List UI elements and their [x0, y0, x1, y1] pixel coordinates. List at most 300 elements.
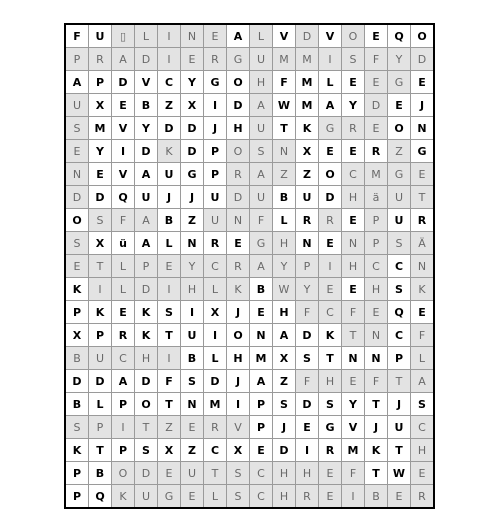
grid-cell[interactable]: U — [250, 186, 273, 209]
grid-cell[interactable]: U — [158, 163, 181, 186]
grid-cell[interactable]: A — [250, 370, 273, 393]
grid-cell[interactable]: A — [273, 324, 296, 347]
grid-cell[interactable]: L — [204, 278, 227, 301]
grid-cell[interactable]: S — [227, 462, 250, 485]
grid-cell[interactable]: B — [250, 278, 273, 301]
grid-cell[interactable]: P — [89, 416, 112, 439]
grid-cell[interactable]: J — [411, 94, 435, 117]
grid-cell[interactable]: U — [181, 324, 204, 347]
grid-cell[interactable]: J — [158, 186, 181, 209]
grid-cell[interactable]: U — [250, 48, 273, 71]
grid-cell[interactable]: O — [65, 209, 89, 232]
grid-cell[interactable]: I — [112, 416, 135, 439]
grid-cell[interactable]: O — [227, 324, 250, 347]
grid-cell[interactable]: E — [89, 163, 112, 186]
grid-cell[interactable]: Q — [388, 24, 411, 48]
grid-cell[interactable]: ä — [365, 186, 388, 209]
grid-cell[interactable]: I — [158, 48, 181, 71]
grid-cell[interactable]: E — [250, 301, 273, 324]
grid-cell[interactable]: N — [411, 117, 435, 140]
grid-cell[interactable]: N — [296, 232, 319, 255]
grid-cell[interactable]: I — [158, 347, 181, 370]
grid-cell[interactable]: A — [112, 48, 135, 71]
grid-cell[interactable]: V — [112, 117, 135, 140]
grid-cell[interactable]: B — [135, 94, 158, 117]
grid-cell[interactable]: N — [65, 163, 89, 186]
grid-cell[interactable]: D — [135, 278, 158, 301]
grid-cell[interactable]: D — [158, 117, 181, 140]
grid-cell[interactable]: R — [227, 163, 250, 186]
grid-cell[interactable]: D — [65, 370, 89, 393]
grid-cell[interactable]: R — [296, 485, 319, 509]
grid-cell[interactable]: X — [296, 140, 319, 163]
grid-cell[interactable]: T — [273, 117, 296, 140]
grid-cell[interactable]: D — [89, 186, 112, 209]
grid-cell[interactable]: I — [296, 439, 319, 462]
grid-cell[interactable]: F — [65, 24, 89, 48]
grid-cell[interactable]: T — [365, 462, 388, 485]
grid-cell[interactable]: E — [411, 301, 435, 324]
grid-cell[interactable]: D — [204, 370, 227, 393]
grid-cell[interactable]: D — [296, 24, 319, 48]
grid-cell[interactable]: E — [65, 255, 89, 278]
grid-cell[interactable]: S — [250, 140, 273, 163]
grid-cell[interactable]: E — [319, 140, 342, 163]
grid-cell[interactable]: X — [204, 301, 227, 324]
grid-cell[interactable]: O — [319, 163, 342, 186]
grid-cell[interactable]: I — [319, 48, 342, 71]
grid-cell[interactable]: P — [296, 255, 319, 278]
grid-cell[interactable]: X — [273, 347, 296, 370]
grid-cell[interactable]: M — [296, 48, 319, 71]
grid-cell[interactable]: T — [158, 324, 181, 347]
grid-cell[interactable]: H — [135, 347, 158, 370]
grid-cell[interactable]: C — [342, 163, 365, 186]
grid-cell[interactable]: B — [65, 393, 89, 416]
grid-cell[interactable]: J — [181, 186, 204, 209]
grid-cell[interactable]: U — [250, 117, 273, 140]
grid-cell[interactable]: D — [65, 186, 89, 209]
grid-cell[interactable]: R — [112, 324, 135, 347]
grid-cell[interactable]: T — [388, 439, 411, 462]
grid-cell[interactable]: L — [273, 209, 296, 232]
grid-cell[interactable]: G — [319, 416, 342, 439]
grid-cell[interactable]: T — [388, 370, 411, 393]
grid-cell[interactable]: Z — [158, 94, 181, 117]
grid-cell[interactable]: D — [89, 370, 112, 393]
grid-cell[interactable]: A — [135, 163, 158, 186]
grid-cell[interactable]: S — [181, 370, 204, 393]
grid-cell[interactable]: P — [204, 140, 227, 163]
grid-cell[interactable]: U — [204, 209, 227, 232]
grid-cell[interactable]: L — [319, 71, 342, 94]
grid-cell[interactable]: R — [204, 48, 227, 71]
grid-cell[interactable]: H — [227, 117, 250, 140]
grid-cell[interactable]: E — [365, 301, 388, 324]
grid-cell[interactable]: X — [158, 439, 181, 462]
grid-cell[interactable]: Q — [112, 186, 135, 209]
grid-cell[interactable]: E — [342, 370, 365, 393]
grid-cell[interactable]: P — [365, 232, 388, 255]
grid-cell[interactable]: S — [296, 347, 319, 370]
grid-cell[interactable]: R — [227, 255, 250, 278]
grid-cell[interactable]: Q — [388, 301, 411, 324]
grid-cell[interactable]: S — [65, 117, 89, 140]
grid-cell[interactable]: E — [342, 140, 365, 163]
grid-cell[interactable]: E — [319, 462, 342, 485]
grid-cell[interactable]: G — [158, 485, 181, 509]
grid-cell[interactable]: O — [411, 24, 435, 48]
grid-cell[interactable]: K — [65, 278, 89, 301]
grid-cell[interactable]: N — [411, 255, 435, 278]
grid-cell[interactable]: O — [388, 117, 411, 140]
grid-cell[interactable]: C — [204, 255, 227, 278]
grid-cell[interactable]: Y — [388, 48, 411, 71]
grid-cell[interactable]: E — [319, 485, 342, 509]
grid-cell[interactable]: C — [388, 255, 411, 278]
grid-cell[interactable]: H — [365, 278, 388, 301]
grid-cell[interactable]: E — [388, 94, 411, 117]
grid-cell[interactable]: R — [89, 48, 112, 71]
grid-cell[interactable]: E — [319, 278, 342, 301]
grid-cell[interactable]: D — [112, 71, 135, 94]
grid-cell[interactable]: T — [342, 324, 365, 347]
grid-cell[interactable]: L — [204, 347, 227, 370]
grid-cell[interactable]: J — [365, 416, 388, 439]
grid-cell[interactable]: P — [89, 324, 112, 347]
grid-cell[interactable]: M — [296, 94, 319, 117]
grid-cell[interactable]: R — [204, 416, 227, 439]
grid-cell[interactable]: A — [250, 255, 273, 278]
grid-cell[interactable]: Z — [388, 140, 411, 163]
grid-cell[interactable]: D — [273, 439, 296, 462]
grid-cell[interactable]: F — [342, 301, 365, 324]
grid-cell[interactable]: H — [342, 255, 365, 278]
grid-cell[interactable]: N — [273, 140, 296, 163]
grid-cell[interactable]: L — [250, 24, 273, 48]
grid-cell[interactable]: ▯ — [112, 24, 135, 48]
grid-cell[interactable]: L — [135, 24, 158, 48]
grid-cell[interactable]: A — [411, 370, 435, 393]
grid-cell[interactable]: V — [319, 24, 342, 48]
grid-cell[interactable]: C — [319, 301, 342, 324]
grid-cell[interactable]: P — [135, 255, 158, 278]
grid-cell[interactable]: Y — [296, 278, 319, 301]
grid-cell[interactable]: I — [158, 278, 181, 301]
grid-cell[interactable]: Z — [273, 163, 296, 186]
grid-cell[interactable]: M — [250, 347, 273, 370]
grid-cell[interactable]: J — [273, 416, 296, 439]
grid-cell[interactable]: L — [89, 393, 112, 416]
grid-cell[interactable]: N — [227, 209, 250, 232]
grid-cell[interactable]: S — [65, 416, 89, 439]
grid-cell[interactable]: E — [181, 48, 204, 71]
grid-cell[interactable]: K — [365, 439, 388, 462]
grid-cell[interactable]: F — [365, 48, 388, 71]
grid-cell[interactable]: J — [388, 393, 411, 416]
grid-cell[interactable]: K — [296, 117, 319, 140]
grid-cell[interactable]: D — [365, 94, 388, 117]
grid-cell[interactable]: K — [135, 301, 158, 324]
grid-cell[interactable]: E — [181, 485, 204, 509]
grid-cell[interactable]: E — [388, 485, 411, 509]
grid-cell[interactable]: E — [342, 209, 365, 232]
grid-cell[interactable]: A — [112, 370, 135, 393]
grid-cell[interactable]: D — [181, 117, 204, 140]
grid-cell[interactable]: H — [273, 301, 296, 324]
grid-cell[interactable]: H — [273, 232, 296, 255]
grid-cell[interactable]: H — [342, 186, 365, 209]
grid-cell[interactable]: G — [388, 71, 411, 94]
grid-cell[interactable]: C — [204, 439, 227, 462]
grid-cell[interactable]: E — [365, 24, 388, 48]
grid-cell[interactable]: F — [365, 370, 388, 393]
grid-cell[interactable]: V — [135, 71, 158, 94]
grid-cell[interactable]: W — [273, 278, 296, 301]
grid-cell[interactable]: M — [204, 393, 227, 416]
grid-cell[interactable]: Y — [342, 393, 365, 416]
grid-cell[interactable]: S — [158, 301, 181, 324]
grid-cell[interactable]: E — [319, 232, 342, 255]
grid-cell[interactable]: I — [204, 324, 227, 347]
grid-cell[interactable]: D — [181, 140, 204, 163]
grid-cell[interactable]: S — [65, 232, 89, 255]
grid-cell[interactable]: E — [411, 462, 435, 485]
grid-cell[interactable]: ü — [112, 232, 135, 255]
grid-cell[interactable]: K — [112, 485, 135, 509]
grid-cell[interactable]: K — [65, 439, 89, 462]
grid-cell[interactable]: E — [342, 71, 365, 94]
grid-cell[interactable]: E — [365, 117, 388, 140]
grid-cell[interactable]: B — [158, 209, 181, 232]
grid-cell[interactable]: C — [365, 255, 388, 278]
grid-cell[interactable]: E — [181, 416, 204, 439]
grid-cell[interactable]: A — [135, 209, 158, 232]
grid-cell[interactable]: H — [319, 370, 342, 393]
grid-cell[interactable]: V — [342, 416, 365, 439]
grid-cell[interactable]: N — [365, 324, 388, 347]
grid-cell[interactable]: R — [204, 232, 227, 255]
grid-cell[interactable]: E — [250, 439, 273, 462]
grid-cell[interactable]: R — [319, 209, 342, 232]
grid-cell[interactable]: B — [65, 347, 89, 370]
grid-cell[interactable]: M — [273, 48, 296, 71]
grid-cell[interactable]: N — [342, 347, 365, 370]
grid-cell[interactable]: H — [296, 462, 319, 485]
grid-cell[interactable]: E — [112, 94, 135, 117]
grid-cell[interactable]: F — [296, 370, 319, 393]
grid-cell[interactable]: E — [227, 232, 250, 255]
grid-cell[interactable]: U — [181, 462, 204, 485]
grid-cell[interactable]: Z — [273, 370, 296, 393]
grid-cell[interactable]: N — [181, 393, 204, 416]
grid-cell[interactable]: U — [296, 186, 319, 209]
grid-cell[interactable]: T — [89, 439, 112, 462]
grid-cell[interactable]: X — [181, 94, 204, 117]
grid-cell[interactable]: T — [158, 393, 181, 416]
grid-cell[interactable]: F — [273, 71, 296, 94]
grid-cell[interactable]: A — [65, 71, 89, 94]
grid-cell[interactable]: P — [65, 301, 89, 324]
grid-cell[interactable]: V — [227, 416, 250, 439]
grid-cell[interactable]: Z — [181, 439, 204, 462]
grid-cell[interactable]: C — [250, 462, 273, 485]
grid-cell[interactable]: T — [411, 186, 435, 209]
grid-cell[interactable]: Z — [296, 163, 319, 186]
grid-cell[interactable]: S — [388, 232, 411, 255]
grid-cell[interactable]: M — [89, 117, 112, 140]
grid-cell[interactable]: T — [319, 347, 342, 370]
grid-cell[interactable]: G — [181, 163, 204, 186]
grid-cell[interactable]: K — [319, 324, 342, 347]
grid-cell[interactable]: S — [388, 278, 411, 301]
grid-cell[interactable]: L — [158, 232, 181, 255]
grid-cell[interactable]: E — [204, 24, 227, 48]
grid-cell[interactable]: R — [411, 485, 435, 509]
grid-cell[interactable]: O — [342, 24, 365, 48]
grid-cell[interactable]: L — [112, 278, 135, 301]
grid-cell[interactable]: P — [388, 347, 411, 370]
grid-cell[interactable]: J — [204, 117, 227, 140]
grid-cell[interactable]: U — [89, 24, 112, 48]
grid-cell[interactable]: D — [135, 48, 158, 71]
grid-cell[interactable]: J — [227, 370, 250, 393]
grid-cell[interactable]: P — [65, 48, 89, 71]
grid-cell[interactable]: I — [89, 278, 112, 301]
grid-cell[interactable]: P — [250, 393, 273, 416]
grid-cell[interactable]: G — [319, 117, 342, 140]
grid-cell[interactable]: I — [204, 94, 227, 117]
grid-cell[interactable]: C — [411, 416, 435, 439]
grid-cell[interactable]: R — [365, 140, 388, 163]
grid-cell[interactable]: S — [319, 393, 342, 416]
grid-cell[interactable]: T — [365, 393, 388, 416]
grid-cell[interactable]: D — [227, 94, 250, 117]
grid-cell[interactable]: H — [227, 347, 250, 370]
grid-cell[interactable]: S — [411, 393, 435, 416]
grid-cell[interactable]: T — [204, 462, 227, 485]
grid-cell[interactable]: E — [112, 301, 135, 324]
grid-cell[interactable]: S — [342, 48, 365, 71]
grid-cell[interactable]: B — [89, 462, 112, 485]
grid-cell[interactable]: V — [112, 163, 135, 186]
grid-cell[interactable]: R — [296, 209, 319, 232]
grid-cell[interactable]: L — [204, 485, 227, 509]
grid-cell[interactable]: H — [273, 485, 296, 509]
grid-cell[interactable]: N — [181, 232, 204, 255]
grid-cell[interactable]: R — [319, 439, 342, 462]
grid-cell[interactable]: E — [65, 140, 89, 163]
grid-cell[interactable]: D — [319, 186, 342, 209]
grid-cell[interactable]: U — [388, 209, 411, 232]
grid-cell[interactable]: B — [365, 485, 388, 509]
grid-cell[interactable]: N — [181, 24, 204, 48]
grid-cell[interactable]: T — [89, 255, 112, 278]
grid-cell[interactable]: K — [89, 301, 112, 324]
grid-cell[interactable]: U — [135, 485, 158, 509]
grid-cell[interactable]: P — [204, 163, 227, 186]
grid-cell[interactable]: N — [342, 232, 365, 255]
grid-cell[interactable]: G — [204, 71, 227, 94]
grid-cell[interactable]: F — [296, 301, 319, 324]
grid-cell[interactable]: Ä — [411, 232, 435, 255]
grid-cell[interactable]: D — [296, 324, 319, 347]
grid-cell[interactable]: C — [388, 324, 411, 347]
grid-cell[interactable]: F — [411, 324, 435, 347]
grid-cell[interactable]: Y — [342, 94, 365, 117]
grid-cell[interactable]: K — [411, 278, 435, 301]
grid-cell[interactable]: A — [250, 94, 273, 117]
grid-cell[interactable]: V — [273, 24, 296, 48]
grid-cell[interactable]: E — [158, 462, 181, 485]
grid-cell[interactable]: L — [112, 255, 135, 278]
grid-cell[interactable]: P — [112, 393, 135, 416]
grid-cell[interactable]: U — [204, 186, 227, 209]
grid-cell[interactable]: D — [135, 140, 158, 163]
grid-cell[interactable]: I — [342, 485, 365, 509]
grid-cell[interactable]: W — [388, 462, 411, 485]
grid-cell[interactable]: D — [135, 462, 158, 485]
grid-cell[interactable]: I — [158, 24, 181, 48]
grid-cell[interactable]: Z — [158, 416, 181, 439]
grid-cell[interactable]: E — [296, 416, 319, 439]
grid-cell[interactable]: I — [319, 255, 342, 278]
grid-cell[interactable]: P — [65, 485, 89, 509]
grid-cell[interactable]: R — [411, 209, 435, 232]
grid-cell[interactable]: M — [342, 439, 365, 462]
grid-cell[interactable]: W — [273, 94, 296, 117]
grid-cell[interactable]: P — [365, 209, 388, 232]
grid-cell[interactable]: O — [135, 393, 158, 416]
grid-cell[interactable]: P — [65, 462, 89, 485]
grid-cell[interactable]: P — [89, 71, 112, 94]
grid-cell[interactable]: U — [388, 416, 411, 439]
grid-cell[interactable]: P — [112, 439, 135, 462]
grid-cell[interactable]: D — [296, 393, 319, 416]
grid-cell[interactable]: E — [411, 163, 435, 186]
grid-cell[interactable]: G — [250, 232, 273, 255]
grid-cell[interactable]: M — [365, 163, 388, 186]
grid-cell[interactable]: C — [158, 71, 181, 94]
grid-cell[interactable]: F — [250, 209, 273, 232]
grid-cell[interactable]: F — [342, 462, 365, 485]
grid-cell[interactable]: G — [227, 48, 250, 71]
grid-cell[interactable]: H — [181, 278, 204, 301]
grid-cell[interactable]: K — [158, 140, 181, 163]
grid-cell[interactable]: E — [342, 278, 365, 301]
grid-cell[interactable]: B — [181, 347, 204, 370]
grid-cell[interactable]: A — [250, 163, 273, 186]
grid-cell[interactable]: X — [89, 232, 112, 255]
grid-cell[interactable]: X — [89, 94, 112, 117]
grid-cell[interactable]: D — [411, 48, 435, 71]
grid-cell[interactable]: Z — [181, 209, 204, 232]
grid-cell[interactable]: P — [250, 416, 273, 439]
grid-cell[interactable]: K — [227, 278, 250, 301]
grid-cell[interactable]: H — [411, 439, 435, 462]
grid-cell[interactable]: M — [296, 71, 319, 94]
grid-cell[interactable]: E — [365, 71, 388, 94]
grid-cell[interactable]: B — [273, 186, 296, 209]
grid-cell[interactable]: S — [89, 209, 112, 232]
grid-cell[interactable]: H — [273, 462, 296, 485]
grid-cell[interactable]: E — [158, 255, 181, 278]
grid-cell[interactable]: N — [365, 347, 388, 370]
grid-cell[interactable]: R — [342, 117, 365, 140]
grid-cell[interactable]: D — [135, 370, 158, 393]
grid-cell[interactable]: E — [411, 71, 435, 94]
grid-cell[interactable]: G — [388, 163, 411, 186]
